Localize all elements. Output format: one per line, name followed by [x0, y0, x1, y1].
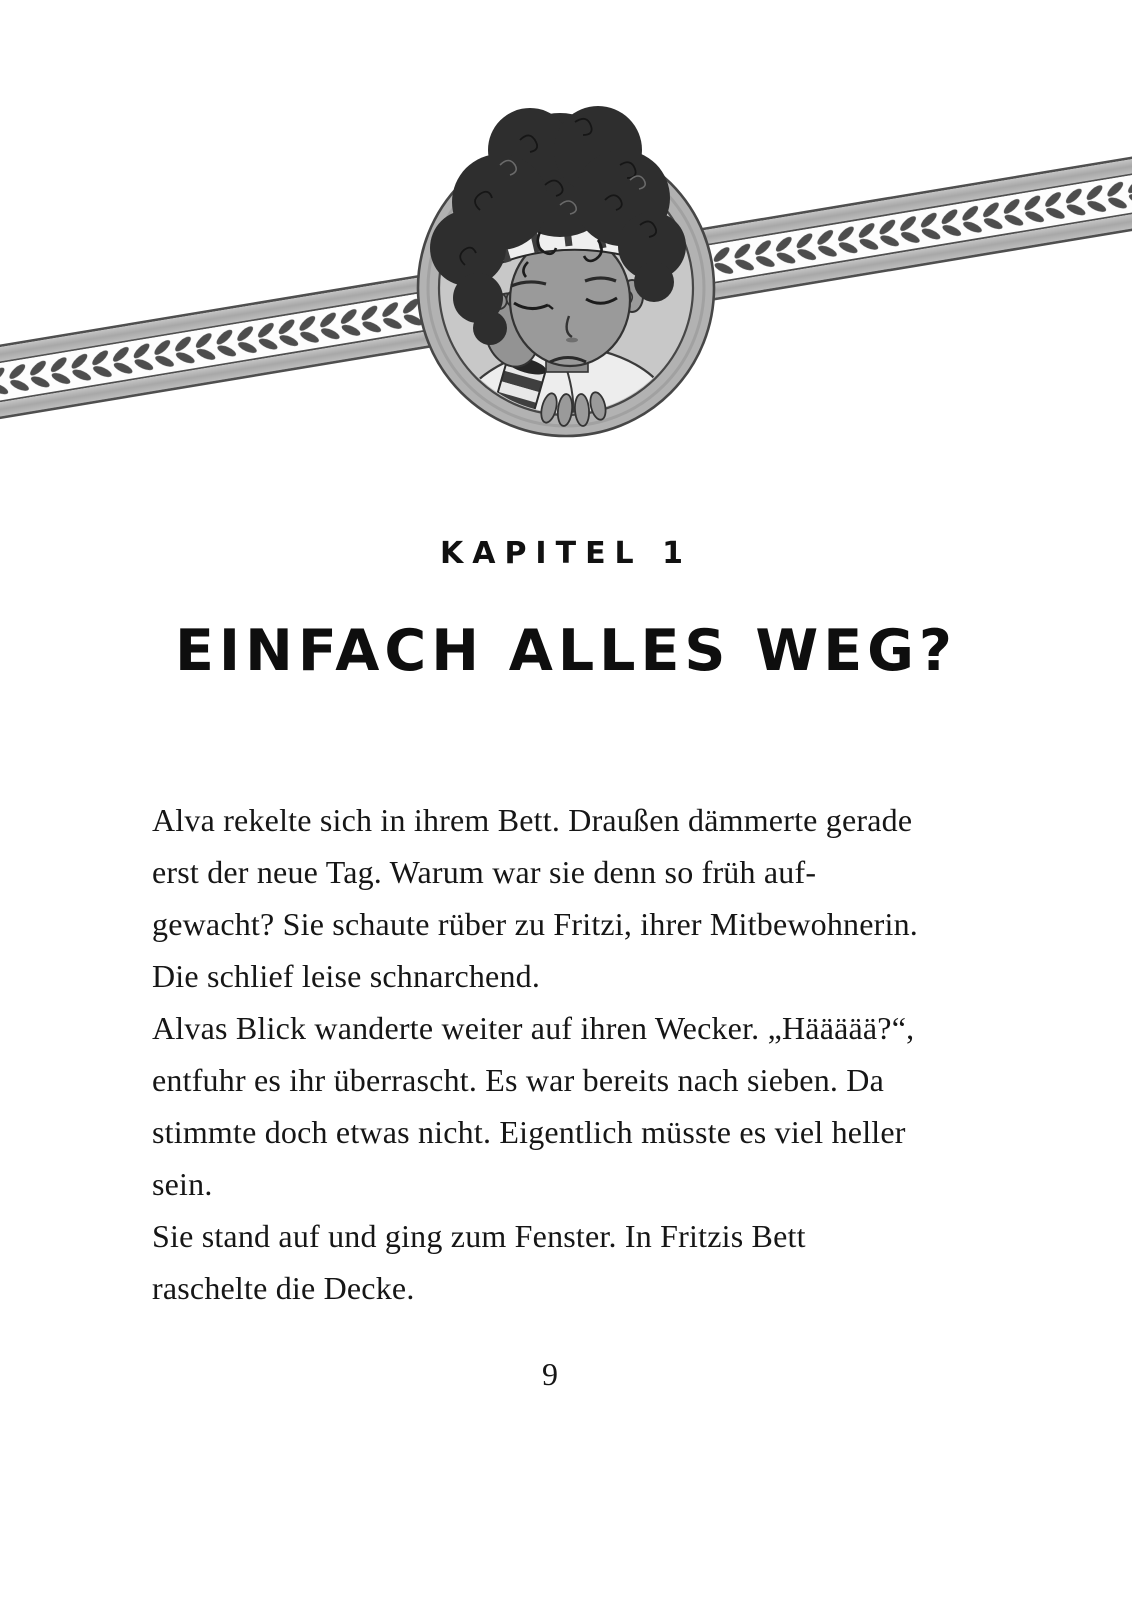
body-line: sein. [152, 1166, 213, 1202]
body-line: Die schlief leise schnarchend. [152, 958, 541, 994]
body-line: Alvas Blick wanderte weiter auf ihren Wecker. „Häääää?“, [152, 1010, 915, 1046]
body-line: stimmte doch etwas nicht. Eigentlich müsste es viel heller [152, 1114, 906, 1150]
body-line: Sie stand auf und ging zum Fenster. In Fritzis Bett [152, 1218, 806, 1254]
body-line: Alva rekelte sich in ihrem Bett. Draußen dämmerte gerade [152, 802, 913, 838]
body-line: entfuhr es ihr überrascht. Es war bereits nach sieben. Da [152, 1062, 885, 1098]
body-text [152, 794, 1002, 1314]
page-number: 9 [542, 1356, 558, 1392]
chapter-label: KAPITEL 1 [439, 536, 692, 571]
body-line: gewacht? Sie schaute rüber zu Fritzi, ihrer Mitbewohnerin. [152, 906, 919, 942]
body-line: raschelte die Decke. [152, 1270, 415, 1306]
body-line: erst der neue Tag. Warum war sie denn so früh auf- [152, 854, 817, 890]
chapter-title: EINFACH ALLES WEG? [175, 618, 957, 684]
chapter-header-illustration [0, 0, 1132, 470]
